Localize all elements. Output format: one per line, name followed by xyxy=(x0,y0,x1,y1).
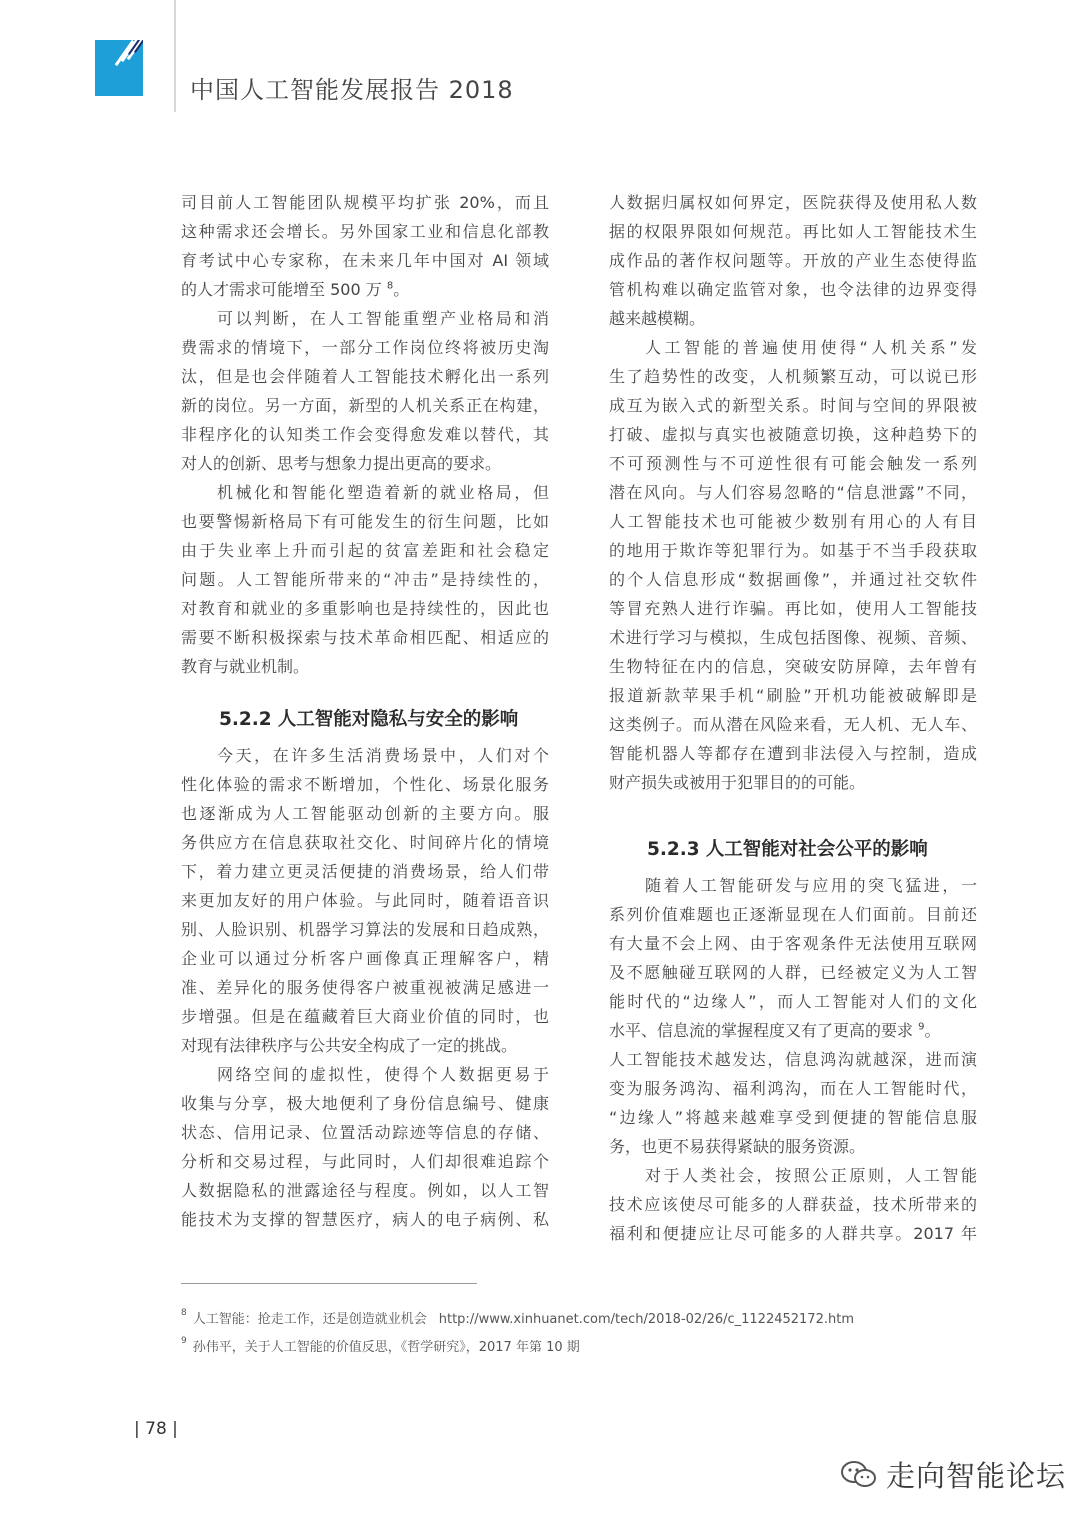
text-line: 这类例子。而从潜在风险来看，无人机、无人车、 xyxy=(609,715,977,734)
text-line: “边缘人”将越来越难享受到便捷的智能信息服 xyxy=(609,1108,977,1127)
watermark-text: 走向智能论坛 xyxy=(886,1459,1067,1493)
text-line: 收集与分享，极大地便利了身份信息编号、健康 xyxy=(181,1094,549,1113)
text-line: 性化体验的需求不断增加，个性化、场景化服务 xyxy=(181,775,549,794)
text-line: 智能机器人等都存在遭到非法侵入与控制，造成 xyxy=(609,744,977,763)
text-line: 系列价值难题也正逐渐显现在人们面前。目前还 xyxy=(609,905,977,924)
header-divider xyxy=(174,0,176,112)
text-line: 及不愿触碰互联网的人群，已经被定义为人工智 xyxy=(609,963,977,982)
text-line: 需要不断积极探索与技术革命相匹配、相适应的 xyxy=(181,628,549,647)
text-line: 等冒充熟人进行诈骗。再比如，使用人工智能技 xyxy=(609,599,977,618)
page-number: | 78 | xyxy=(134,1419,178,1439)
left-column xyxy=(181,188,549,1234)
text-line: 来更加友好的用户体验。与此同时，随着语音识 xyxy=(181,891,549,910)
text-line: 的个人信息形成“数据画像”，并通过社交软件 xyxy=(609,570,977,589)
text-line: 人数据归属权如何界定，医院获得及使用私人数 xyxy=(609,193,977,212)
text-line: 汰，但是也会伴随着人工智能技术孵化出一系列 xyxy=(181,367,549,386)
text-line: 对教育和就业的多重影响也是持续性的，因此也 xyxy=(181,599,549,618)
text-line: 人工智能技术越发达，信息鸿沟就越深，进而演 xyxy=(609,1050,977,1069)
text-line: 也逐渐成为人工智能驱动创新的主要方向。服 xyxy=(181,804,549,823)
text-line: 务供应方在信息获取社交化、时间碎片化的情境 xyxy=(181,833,549,852)
text-line: 下，着力建立更灵活便捷的消费场景，给人们带 xyxy=(181,862,549,881)
footnote-ref: 9 xyxy=(918,1021,925,1033)
text-line: 非程序化的认知类工作会变得愈发难以替代，其 xyxy=(181,425,549,444)
text-line: 教育与就业机制。 xyxy=(181,657,310,676)
text-line: 能技术为支撑的智慧医疗，病人的电子病例、私 xyxy=(181,1210,549,1229)
right-column xyxy=(609,188,977,1248)
text-line: 报道新款苹果手机“刷脸”开机功能被破解即是 xyxy=(609,686,977,705)
text-line: 步增强。但是在蕴藏着巨大商业价值的同时，也 xyxy=(181,1007,549,1026)
text-line: 新的岗位。另一方面，新型的人机关系正在构建， xyxy=(181,396,549,415)
text-line: 机械化和智能化塑造着新的就业格局，但 xyxy=(217,483,549,502)
text-line: 的地用于欺诈等犯罪行为。如基于不当手段获取 xyxy=(609,541,977,560)
text-line: 管机构难以确定监管对象，也令法律的边界变得 xyxy=(609,280,977,299)
wechat-icon xyxy=(840,1460,878,1490)
text-line: 随着人工智能研发与应用的突飞猛进，一 xyxy=(645,876,977,895)
text-line: 人工智能技术也可能被少数别有用心的人有目 xyxy=(609,512,977,531)
text-line: 对于人类社会，按照公正原则，人工智能 xyxy=(645,1166,977,1185)
text-line: 对现有法律秩序与公共安全构成了一定的挑战。 xyxy=(181,1036,518,1055)
text-line: 分析和交易过程，与此同时，人们却很难追踪个 xyxy=(181,1152,549,1171)
text-line: 变为服务鸿沟、福利鸿沟，而在人工智能时代， xyxy=(609,1079,977,1098)
text-line: 费需求的情境下，一部分工作岗位终将被历史淘 xyxy=(181,338,549,357)
text-line: 术进行学习与模拟，生成包括图像、视频、音频、 xyxy=(609,628,977,647)
text-line: 今天，在许多生活消费场景中，人们对个 xyxy=(217,746,549,765)
report-title: 中国人工智能发展报告 2018 xyxy=(190,76,514,104)
section-heading-5-2-3: 5.2.3 人工智能对社会公平的影响 xyxy=(647,839,928,860)
text-line: 务，也更不易获得紧缺的服务资源。 xyxy=(609,1137,866,1156)
text-line: 水平、信息流的掌握程度又有了更高的要求 $^9$。 xyxy=(609,1021,941,1040)
text-line: 育考试中心专家称，在未来几年中国对 AI 领域 xyxy=(181,251,549,270)
text-line: 财产损失或被用于犯罪目的的可能。 xyxy=(609,773,866,792)
section-heading-5-2-2: 5.2.2 人工智能对隐私与安全的影响 xyxy=(219,709,519,730)
text-line: 人数据隐私的泄露途径与程度。例如，以人工智 xyxy=(181,1181,549,1200)
text-line: 企业可以通过分析客户画像真正理解客户，精 xyxy=(181,949,549,968)
text-line: 成作品的著作权问题等。开放的产业生态使得监 xyxy=(609,251,977,270)
text-line: 由于失业率上升而引起的贫富差距和社会稳定 xyxy=(181,541,549,560)
text-line: 成互为嵌入式的新型关系。时间与空间的界限被 xyxy=(609,396,977,415)
text-line: 状态、信用记录、位置活动踪迹等信息的存储、 xyxy=(181,1123,549,1142)
text-line: 对人的创新、思考与想象力提出更高的要求。 xyxy=(181,454,502,473)
text-line: 技术应该使尽可能多的人群获益，技术所带来的 xyxy=(609,1195,977,1214)
text-line: 可以判断，在人工智能重塑产业格局和消 xyxy=(217,309,549,328)
text-line: 能时代的“边缘人”，而人工智能对人们的文化 xyxy=(609,992,977,1011)
text-line: 也要警惕新格局下有可能发生的衍生问题，比如 xyxy=(181,512,549,531)
footnote-ref: 8 xyxy=(386,280,394,292)
footnote-url[interactable]: http://www.xinhuanet.com/tech/2018-02/26/c_1122452172.htm xyxy=(438,1312,854,1327)
report-logo xyxy=(95,40,143,96)
text-line: 准、差异化的服务使得客户被重视被满足感进一 xyxy=(181,978,549,997)
text-line: 司目前人工智能团队规模平均扩张 20%，而且 xyxy=(181,193,549,212)
footnote-8: $^8$ 人工智能：抢走工作，还是创造就业机会 http://www.xinhuanet.com/tech/2018-02/26/c_1122452172.htm xyxy=(181,1308,854,1327)
text-line: 生了趋势性的改变，人机频繁互动，可以说已形 xyxy=(609,367,977,386)
footnote-divider xyxy=(181,1283,477,1284)
text-line: 有大量不会上网、由于客观条件无法使用互联网 xyxy=(609,934,977,953)
text-line: 这种需求还会增长。另外国家工业和信息化部教 xyxy=(181,222,549,241)
text-line: 别、人脸识别、机器学习算法的发展和日趋成熟， xyxy=(181,920,549,939)
text-line: 打破、虚拟与真实也被随意切换，这种趋势下的 xyxy=(609,425,977,444)
text-line: 网络空间的虚拟性，使得个人数据更易于 xyxy=(217,1065,549,1084)
text-line: 福利和便捷应让尽可能多的人群共享。2017 年 xyxy=(609,1224,977,1243)
text-line: 越来越模糊。 xyxy=(609,309,706,328)
text-line: 生物特征在内的信息，突破安防屏障，去年曾有 xyxy=(609,657,977,676)
wechat-watermark xyxy=(840,1454,1066,1495)
text-line: 潜在风向。与人们容易忽略的“信息泄露”不同， xyxy=(609,483,977,502)
footnote-9: $^9$ 孙伟平，关于人工智能的价值反思，《哲学研究》，2017 年第 10 期 xyxy=(181,1336,580,1355)
text-line: 问题。人工智能所带来的“冲击”是持续性的， xyxy=(181,570,549,589)
text-line: 不可预测性与不可逆性很有可能会触发一系列 xyxy=(609,454,977,473)
text-line: 据的权限界限如何规范。再比如人工智能技术生 xyxy=(609,222,977,241)
text-line: 人工智能的普遍使用使得“人机关系”发 xyxy=(645,338,977,357)
text-line: 的人才需求可能增至 500 万 $^8$。 xyxy=(181,280,410,299)
